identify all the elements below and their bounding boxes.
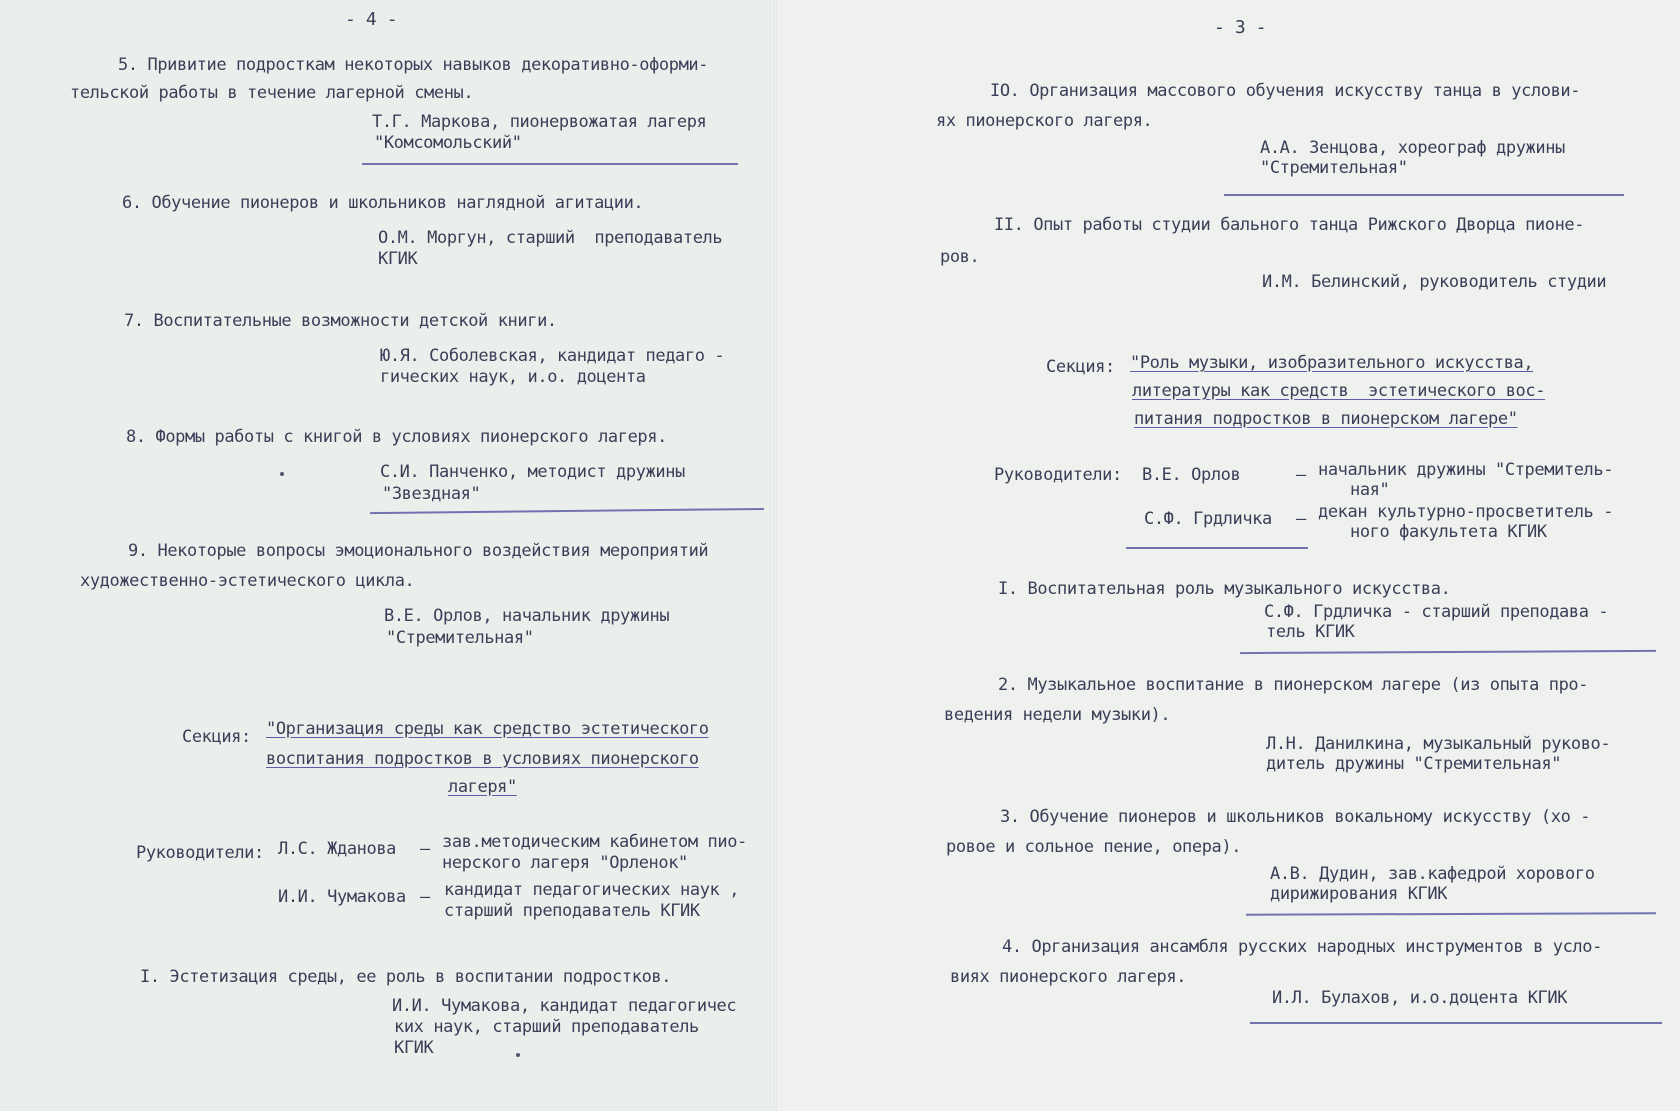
item-7-sig1: Ю.Я. Соболевская, кандидат педаго - [380,346,725,366]
leaders-label-right: Руководители: [994,465,1122,485]
section-label-left: Секция: [182,727,251,747]
item-6-line1: 6. Обучение пионеров и школьников наглядной агитации. [122,193,644,213]
section-title-left-1: "Организация среды как средство эстетического [266,719,709,739]
item-9-line2: художественно-эстетического цикла. [80,571,415,591]
leader-2-role2-left: старший преподаватель КГИК [444,901,700,921]
section-title-right-3: питания подростков в пионерском лагере" [1134,409,1518,429]
item-5-line2: тельской работы в течение лагерной смены. [70,83,474,103]
item-r3-sig2: дирижирования КГИК [1270,884,1448,904]
item-r2-line1: 2. Музыкальное воспитание в пионерском лагере (из опыта про- [998,675,1589,695]
item-r4-line2: виях пионерского лагеря. [950,967,1187,987]
item-7-line1: 7. Воспитательные возможности детской книги. [124,311,557,331]
page-number-right: - 3 - [1214,17,1267,38]
item-5-line1: 5. Привитие подросткам некоторых навыков декоративно-оформи- [118,55,709,75]
leader-1-dash-left: – [420,839,430,859]
ink-speck [516,1053,520,1057]
item-11-line1: II. Опыт работы студии бального танца Рижского Дворца пионе- [994,215,1585,235]
leader-1-name-left: Л.С. Жданова [278,839,397,859]
item-8-sig2: "Звездная" [382,484,481,504]
section-title-left-2: воспитания подростков в условиях пионерского [266,749,699,769]
item-r1-sig2: тель КГИК [1266,622,1355,642]
leader-1-role1-left: зав.методическим кабинетом пио- [442,832,747,852]
leader-2-name-right: С.Ф. Грдличка [1144,509,1272,529]
section-title-right-1: "Роль музыки, изобразительного искусства, [1130,353,1534,373]
item-6-sig1: О.М. Моргун, старший преподаватель [378,228,723,248]
item-I-left-sig1: И.И. Чумакова, кандидат педагогичес [392,996,737,1016]
item-10-line2: ях пионерского лагеря. [936,111,1153,131]
leader-2-dash-right: – [1296,509,1306,529]
item-r1-sig1: С.Ф. Грдличка - старший преподава - [1264,602,1609,622]
item-10-sig1: А.А. Зенцова, хореограф дружины [1260,138,1565,158]
item-10-line1: IO. Организация массового обучения искусству танца в услови- [990,81,1581,101]
leader-2-name-left: И.И. Чумакова [278,887,406,907]
leader-2-dash-left: – [420,887,430,907]
leader-1-role2-right: ная" [1350,480,1390,500]
leader-2-role2-right: ного факультета КГИК [1350,522,1547,542]
leader-1-role1-right: начальник дружины "Стремитель- [1318,460,1614,480]
item-10-sig2: "Стремительная" [1260,158,1408,178]
section-label-right: Секция: [1046,357,1115,377]
leaders-label-left: Руководители: [136,843,264,863]
divider-line [362,163,738,165]
item-r2-line2: ведения недели музыки). [944,705,1171,725]
item-8-sig1: С.И. Панченко, методист дружины [380,462,685,482]
leader-1-dash-right: – [1296,465,1306,485]
item-11-line2: ров. [940,247,980,267]
item-5-sig2: "Комсомольский" [374,133,522,153]
item-7-sig2: гических наук, и.о. доцента [380,367,646,387]
section-title-left-3: лагеря" [448,777,517,797]
divider-line [1126,547,1308,549]
item-r2-sig1: Л.Н. Данилкина, музыкальный руково- [1266,734,1611,754]
leader-2-role1-left: кандидат педагогических наук , [444,880,740,900]
item-9-line1: 9. Некоторые вопросы эмоционального воздействия мероприятий [128,541,709,561]
divider-line [1250,1022,1662,1024]
divider-line [1224,194,1624,196]
item-r3-line2: ровое и сольное пение, опера). [946,837,1242,857]
page-fold [774,0,777,1111]
item-I-left-sig3: КГИК [394,1038,434,1058]
item-r3-line1: 3. Обучение пионеров и школьников вокальному искусству (хо - [1000,807,1591,827]
item-I-left-line1: I. Эстетизация среды, ее роль в воспитании подростков. [140,967,672,987]
item-9-sig1: В.Е. Орлов, начальник дружины [384,606,670,626]
item-8-line1: 8. Формы работы с книгой в условиях пионерского лагеря. [126,427,667,447]
leader-1-role2-left: нерского лагеря "Орленок" [442,853,688,873]
page-number-left: - 4 - [345,9,398,30]
item-r2-sig2: дитель дружины "Стремительная" [1266,754,1562,774]
item-5-sig1: Т.Г. Маркова, пионервожатая лагеря [372,112,707,132]
item-I-left-sig2: ких наук, старший преподаватель [394,1017,699,1037]
section-title-right-2: литературы как средств эстетического вос- [1132,381,1546,401]
item-11-sig1: И.М. Белинский, руководитель студии [1262,272,1607,292]
ink-speck [280,472,284,476]
item-r4-line1: 4. Организация ансамбля русских народных инструментов в усло- [1002,937,1602,957]
item-r4-sig1: И.Л. Булахов, и.о.доцента КГИК [1272,988,1568,1008]
item-r3-sig1: А.В. Дудин, зав.кафедрой хорового [1270,864,1595,884]
leader-2-role1-right: декан культурно-просветитель - [1318,502,1614,522]
item-9-sig2: "Стремительная" [386,628,534,648]
leader-1-name-right: В.Е. Орлов [1142,465,1241,485]
item-6-sig2: КГИК [378,249,418,269]
item-r1-line1: I. Воспитательная роль музыкального искусства. [998,579,1451,599]
